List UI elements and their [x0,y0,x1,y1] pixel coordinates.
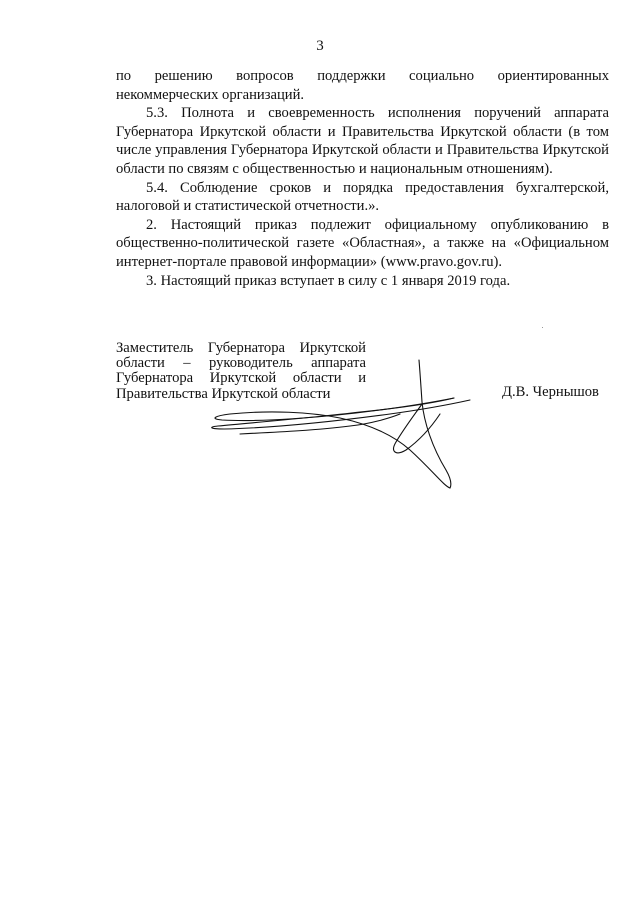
paragraph-5-4: 5.4. Соблюдение сроков и порядка предоставления бухгалтерской, налоговой и статистической отчетности.». [116,179,609,215]
paragraph-3: 3. Настоящий приказ вступает в силу с 1 января 2019 года. [146,272,511,289]
signer-name: Д.В. Чернышов [502,384,599,400]
scan-speck [542,327,543,328]
paragraph-5-3: 5.3. Полнота и своевременность исполнения поручений аппарата Губернатора Иркутской области и Правительства Иркутской области (в том числе управления Губернатора Иркутской области и Правительства Иркутской области по связям с общественностью и национальным отношениям). [116,105,609,177]
page-number: 3 [316,38,324,54]
signer-position-line: Губернатора Иркутской области и [116,370,366,387]
signer-position-line: Правительства Иркутской области [116,385,331,402]
paragraph-continuation: по решению вопросов поддержки социально ориентированных некоммерческих организаций. [116,68,609,103]
signer-position-line: области – руководитель аппарата [116,355,366,372]
paragraph-2: 2. Настоящий приказ подлежит официальному опубликованию в общественно-политической газете «Областная», а также на «Официальном интернет-портале правовой информации» (www.pravo.gov.ru). [116,216,609,270]
document-body [116,67,609,290]
signer-position-line: Заместитель Губернатора Иркутской [116,340,366,356]
handwritten-signature [200,352,480,492]
